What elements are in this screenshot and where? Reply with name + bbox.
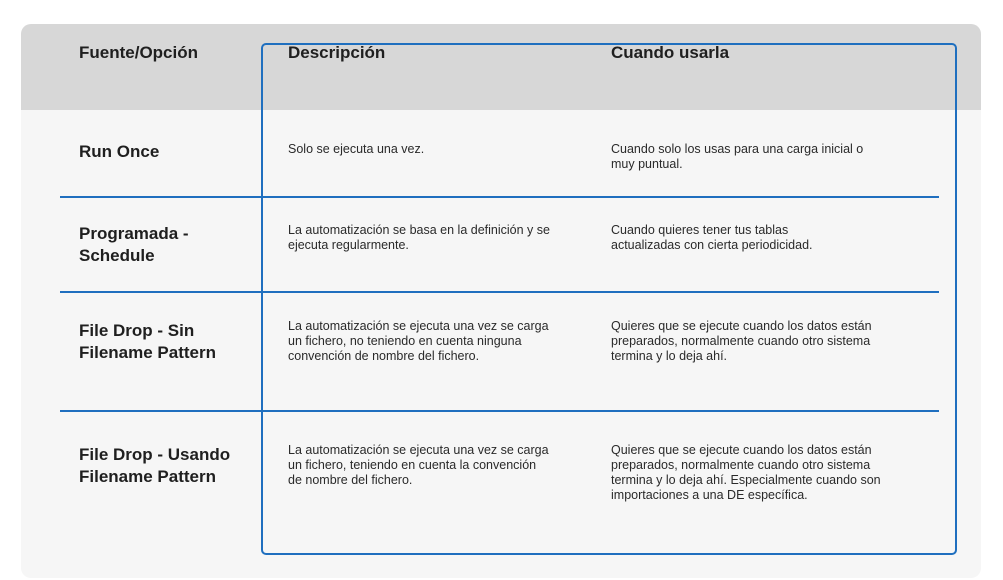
- row-when-run-once: Cuando solo los usas para una carga inicial o muy puntual.: [611, 142, 864, 171]
- header-when: Cuando usarla: [611, 43, 730, 62]
- header-description: Descripción: [288, 43, 386, 62]
- row-divider: [60, 196, 939, 198]
- row-description-file-drop-with-pattern: La automatización se ejecuta una vez se carga un fichero, teniendo en cuenta la convención de nombre del fichero.: [288, 443, 549, 487]
- row-when-schedule: Cuando quieres tener tus tablas actualizadas con cierta periodicidad.: [611, 223, 813, 252]
- row-divider: [60, 291, 939, 293]
- row-source-run-once: Run Once: [79, 142, 160, 161]
- row-description-file-drop-no-pattern: La automatización se ejecuta una vez se carga un fichero, no teniendo en cuenta ninguna convención de nombre del fichero.: [288, 319, 549, 363]
- row-source-file-drop-with-pattern: File Drop - Usando Filename Pattern: [79, 445, 231, 486]
- row-divider: [60, 410, 939, 412]
- row-source-schedule: Programada - Schedule: [79, 224, 189, 265]
- row-when-file-drop-with-pattern: Quieres que se ejecute cuando los datos están preparados, normalmente cuando otro sistema termina y lo deja ahí. Especialmente cuando son importaciones a una DE específica.: [611, 443, 881, 502]
- table-header-band: [21, 24, 981, 110]
- row-description-run-once: Solo se ejecuta una vez.: [288, 142, 425, 156]
- header-source: Fuente/Opción: [79, 43, 198, 62]
- row-when-file-drop-no-pattern: Quieres que se ejecute cuando los datos están preparados, normalmente cuando otro sistema termina y lo deja ahí.: [611, 319, 872, 363]
- row-source-file-drop-no-pattern: File Drop - Sin Filename Pattern: [79, 321, 216, 362]
- row-description-schedule: La automatización se basa en la definición y se ejecuta regularmente.: [288, 223, 550, 252]
